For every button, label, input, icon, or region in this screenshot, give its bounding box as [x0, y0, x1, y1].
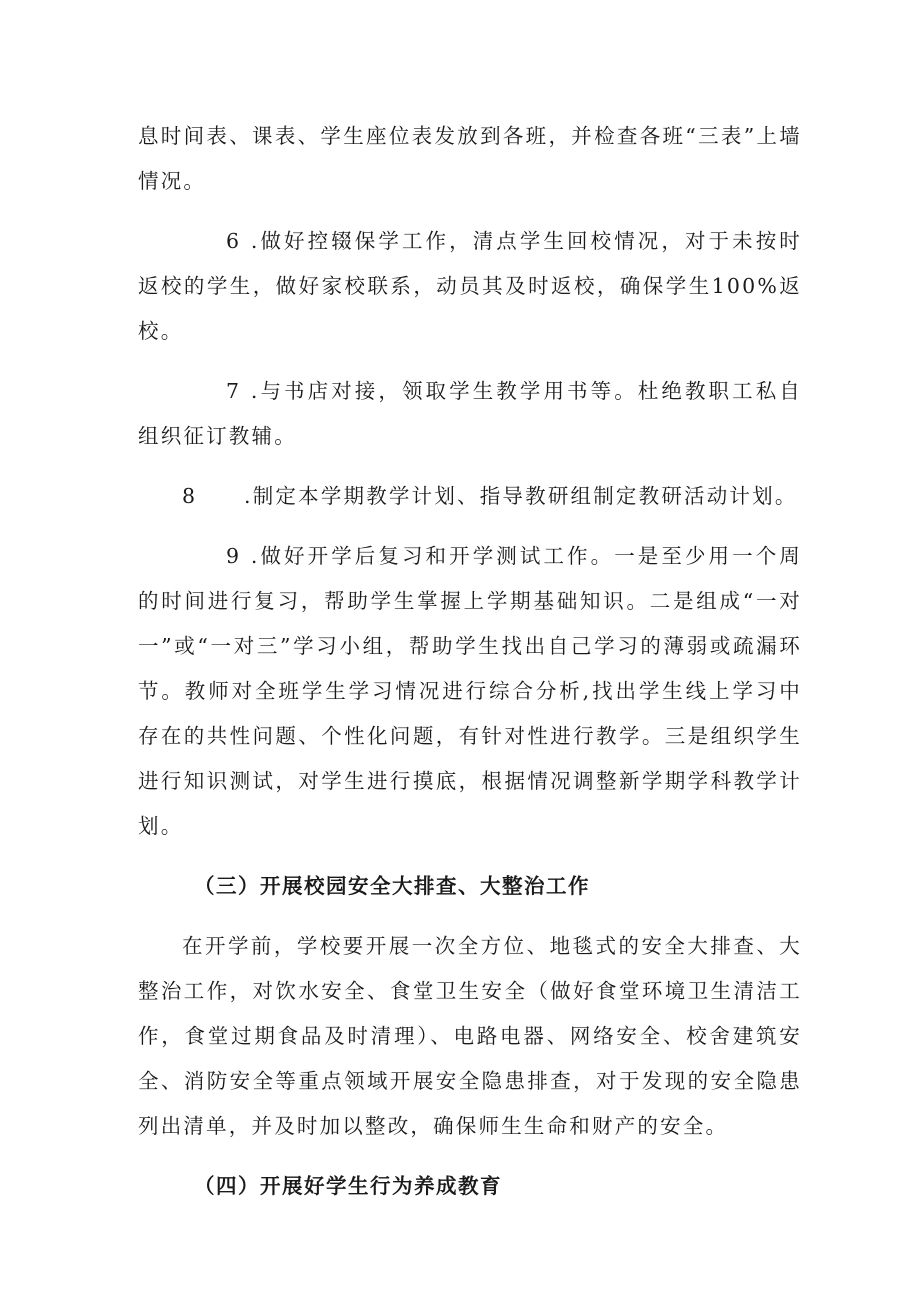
list-item-7	[138, 369, 802, 459]
item-text: .做好开学后复习和开学测试工作。一是至少用一个周的时间进行复习，帮助学生掌握上学期基础知识。二是组成“一对一”或“一对三”学习小组，帮助学生找出自己学习的薄弱或疏漏环节。教师对全班学生学习情况进行综合分析,找出学生线上学习中存在的共性问题、个性化问题，有针对性进行教学。三是组织学生进行知识测试，对学生进行摸底，根据情况调整新学期学科教学计划。	[138, 544, 802, 838]
list-item-8	[138, 474, 802, 519]
item-number: 7	[226, 379, 242, 403]
item-number: 9	[226, 544, 242, 568]
item-number: 6	[226, 229, 242, 253]
item-text: .做好控辍保学工作，清点学生回校情况，对于未按时返校的学生，做好家校联系，动员其及时返校，确保学生100%返校。	[138, 229, 802, 343]
section-heading-4: （四）开展好学生行为养成教育	[194, 1174, 502, 1198]
list-item-6	[138, 219, 802, 354]
section-heading-3: （三）开展校园安全大排查、大整治工作	[194, 874, 590, 898]
paragraph-safety: 在开学前，学校要开展一次全方位、地毯式的安全大排查、大整治工作，对饮水安全、食堂卫生安全（做好食堂环境卫生清洁工作，食堂过期食品及时清理）、电路电器、网络安全、校舍建筑安全、消防安全等重点领域开展安全隐患排查，对于发现的安全隐患列出清单，并及时加以整改，确保师生生命和财产的安全。	[138, 934, 802, 1138]
document-page	[138, 114, 802, 1224]
item-number: 8	[182, 484, 198, 508]
item-text: .与书店对接，领取学生教学用书等。杜绝教职工私自组织征订教辅。	[138, 379, 802, 448]
paragraph-continued: 息时间表、课表、学生座位表发放到各班，并检查各班“三表”上墙情况。	[138, 124, 802, 193]
list-item-9	[138, 534, 802, 849]
item-text: .制定本学期教学计划、指导教研组制定教研活动计划。	[244, 484, 798, 508]
